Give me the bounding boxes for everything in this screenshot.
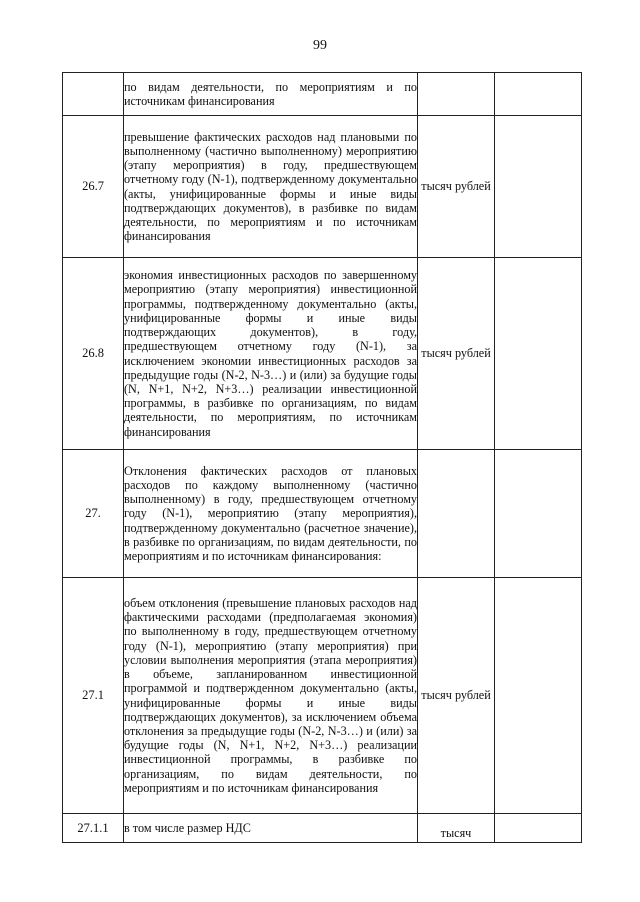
table-row <box>63 116 582 258</box>
table-row <box>63 73 582 116</box>
row-description: Отклонения фактических расходов от плановых расходов по каждому выполненному (частично выполненному) в году, предшествующем отчетному году (N-1), мероприятию (этапу мероприятия), подтвержденному документально (расчетное значение), в разбивке по организациям, по видам деятельности, по мероприятиям и по источникам финансирования: <box>124 450 418 578</box>
row-value-cell <box>495 73 582 116</box>
row-value-cell <box>495 116 582 258</box>
indicators-table <box>62 72 582 843</box>
row-description: по видам деятельности, по мероприятиям и по источникам финансирования <box>124 73 418 116</box>
row-value-cell <box>495 578 582 814</box>
row-description: превышение фактических расходов над плановыми по выполненному (частично выполненному) мероприятию (этапу мероприятия) в году, предшествующем отчетному году (N-1), подтвержденному документально (акты, унифицированные формы и иные виды подтверждающих документов), в разбивке по видам деятельности, по мероприятиям и по источникам финансирования <box>124 116 418 258</box>
row-value-cell <box>495 258 582 450</box>
row-unit: тысяч <box>418 814 495 843</box>
row-unit <box>418 450 495 578</box>
row-number: 27.1 <box>63 578 124 814</box>
row-number: 26.7 <box>63 116 124 258</box>
table-row <box>63 450 582 578</box>
row-value-cell <box>495 450 582 578</box>
row-description: экономия инвестиционных расходов по завершенному мероприятию (этапу мероприятия) инвестиционной программы, подтвержденному документально (акты, унифицированные формы и иные виды подтверждающих документов), в году, предшествующем отчетному году (N-1), за исключением экономии инвестиционных расходов за предыдущие годы (N-2, N-3…) и (или) за будущие годы (N, N+1, N+2, N+3…) реализации инвестиционной программы, в разбивке по организациям, по видам деятельности, по мероприятиям, по источникам финансирования <box>124 258 418 450</box>
page-number: 99 <box>313 38 327 53</box>
table-row <box>63 258 582 450</box>
table-row <box>63 578 582 814</box>
row-unit: тысяч рублей <box>418 258 495 450</box>
row-unit <box>418 73 495 116</box>
row-unit: тысяч рублей <box>418 578 495 814</box>
row-number <box>63 73 124 116</box>
table-row <box>63 814 582 843</box>
row-value-cell <box>495 814 582 843</box>
row-number: 26.8 <box>63 258 124 450</box>
row-number: 27.1.1 <box>63 814 124 843</box>
row-number: 27. <box>63 450 124 578</box>
row-description: в том числе размер НДС <box>124 814 418 843</box>
row-unit: тысяч рублей <box>418 116 495 258</box>
row-description: объем отклонения (превышение плановых расходов над фактическими расходами (предполагаемая экономия) по выполненному в году, предшествующем отчетному году (N-1), мероприятию (этапу мероприятия) при условии выполнения мероприятия (этапа мероприятия) в объеме, запланированном инвестиционной программой и подтвержденном документально (акты, унифицированные формы и иные виды подтверждающих документов), за исключением объема отклонения за предыдущие годы (N-2, N-3…) и (или) за будущие годы (N, N+1, N+2, N+3…) реализации инвестиционной программы, в разбивке по организациям, по видам деятельности, по мероприятиям и по источникам финансирования <box>124 578 418 814</box>
